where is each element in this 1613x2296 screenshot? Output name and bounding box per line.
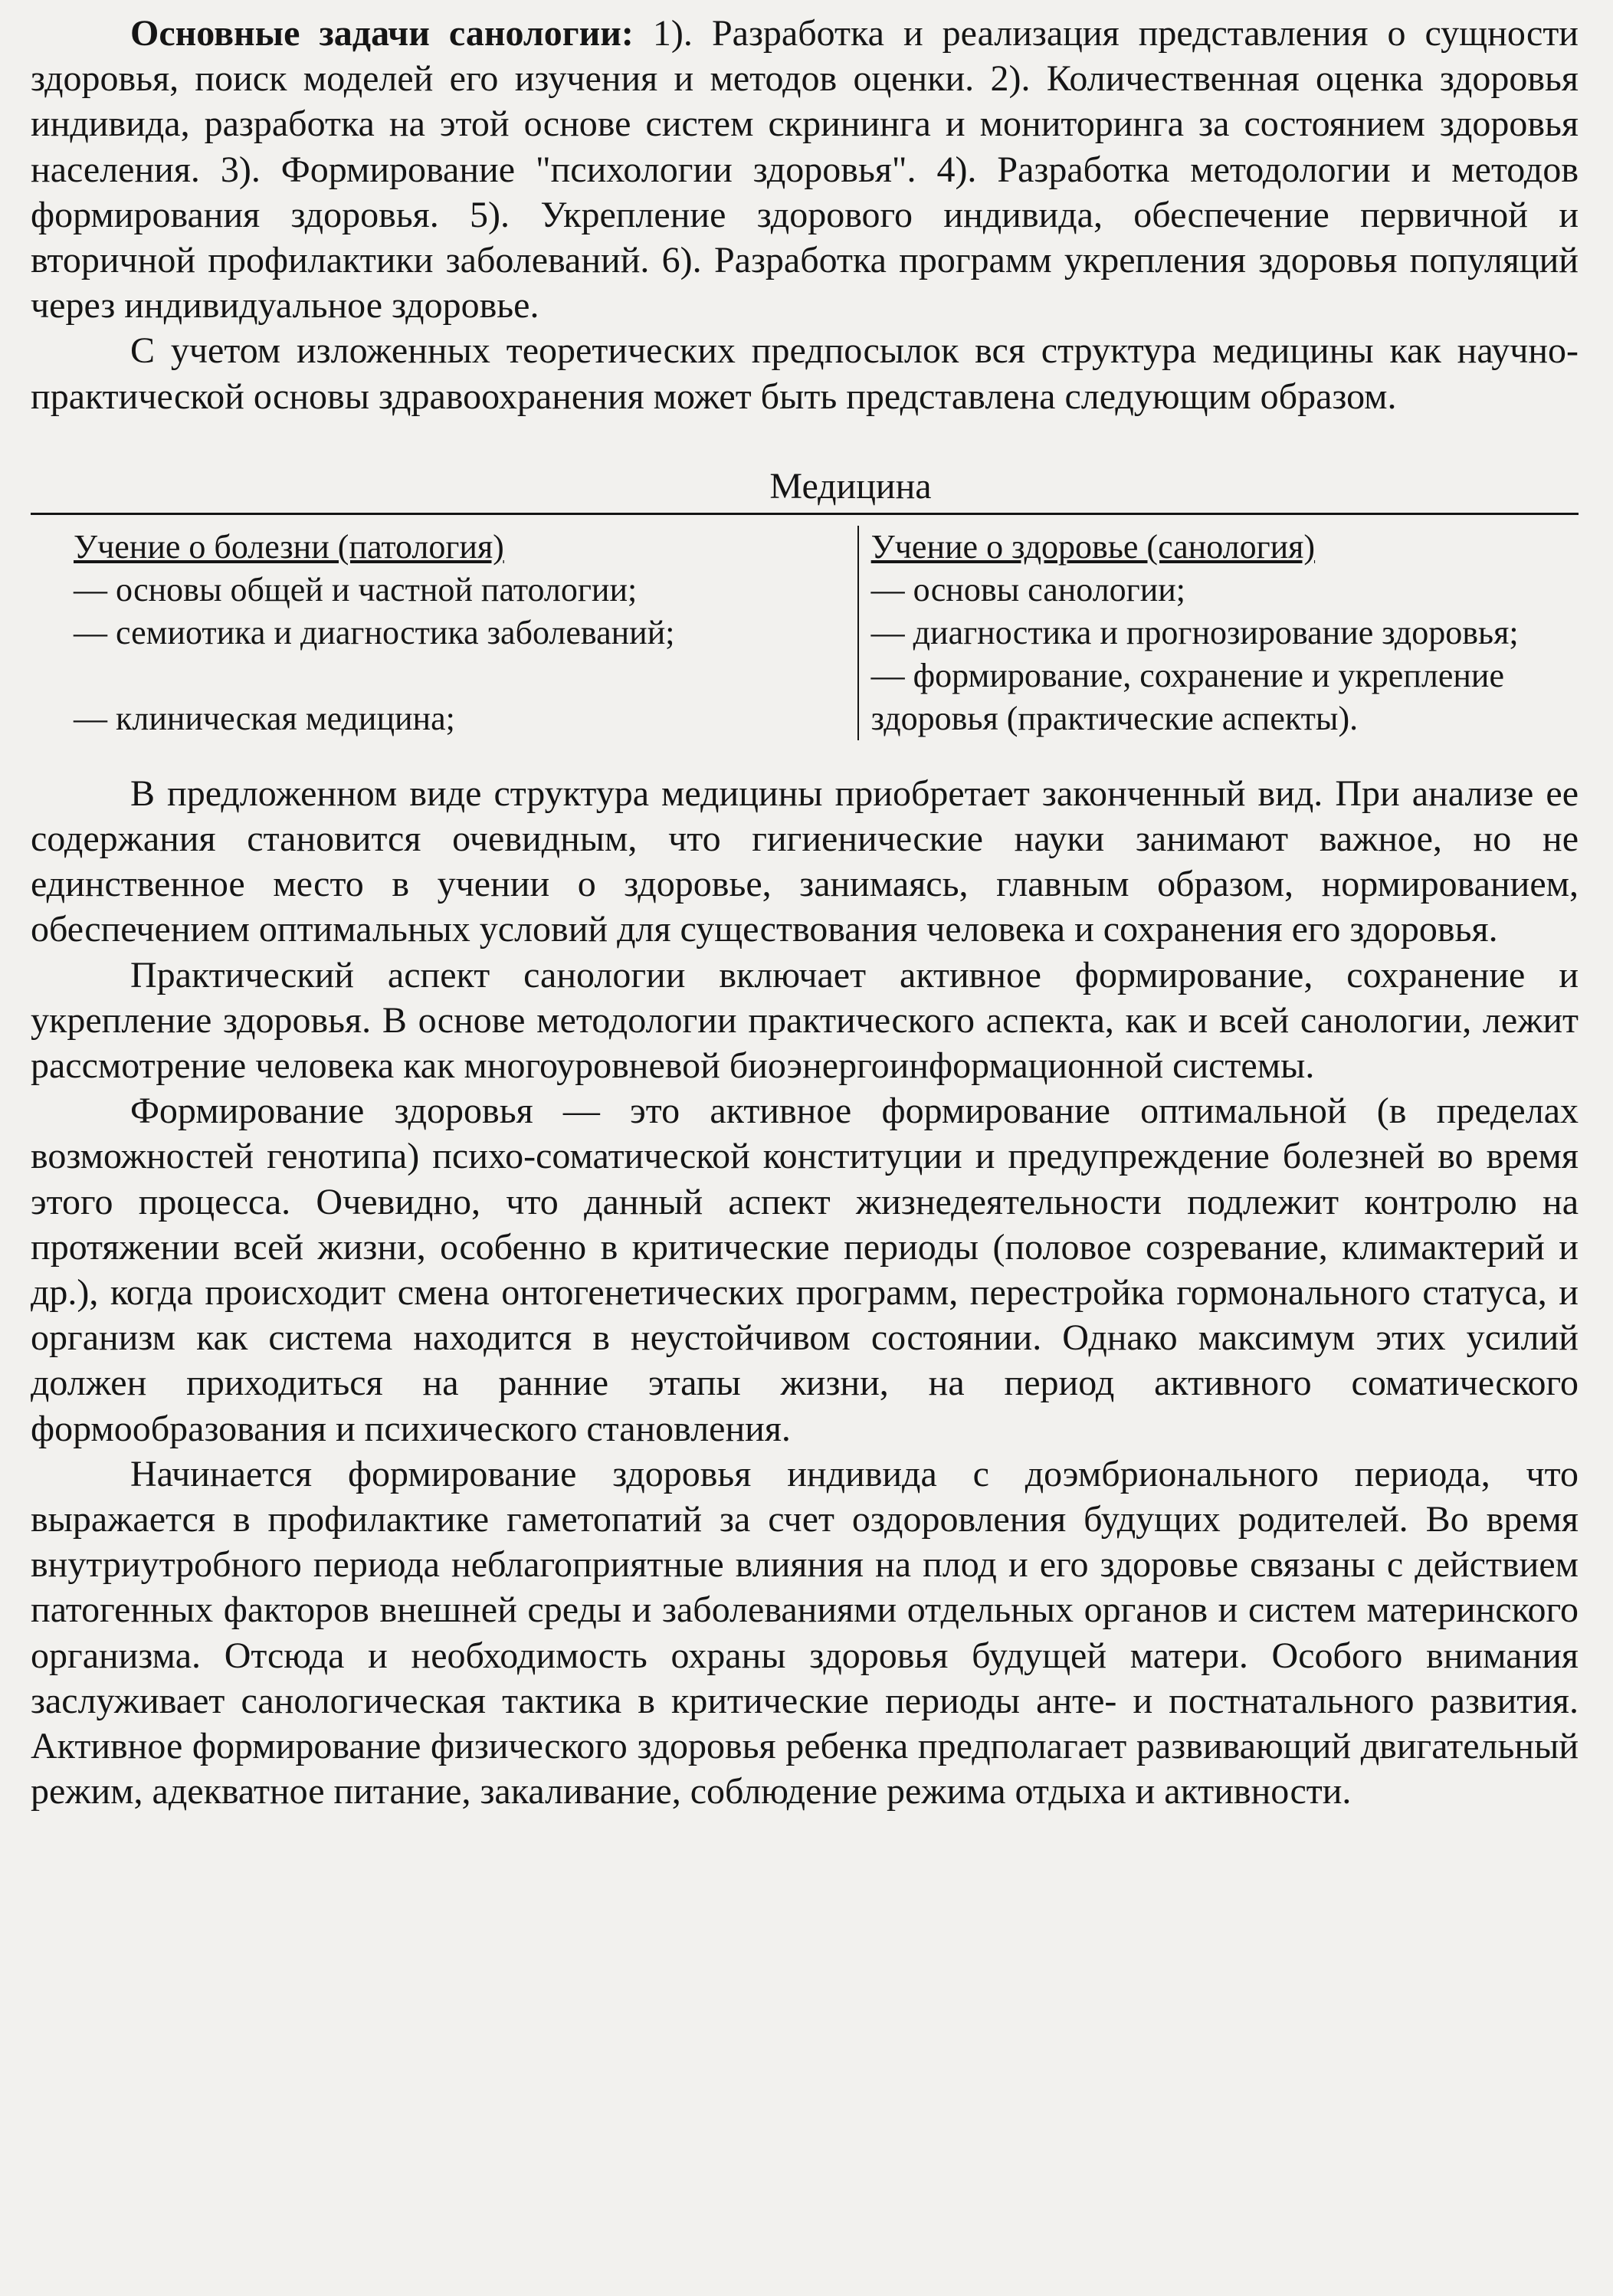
- medicine-table: [31, 526, 1579, 740]
- body-paragraph: Практический аспект санологии включает активное формирование, сохранение и укрепление здоровья. В основе методологии практического аспекта, как и всей санологии, лежит рассмотрение человека как многоуровневой биоэнергоинформационной системы.: [31, 954, 1579, 1087]
- document-page: [31, 11, 1579, 1815]
- pathology-item: — клиническая медицина;: [74, 699, 455, 737]
- intro-paragraph: [31, 11, 1579, 328]
- sanology-heading: Учение о здоровье (санология): [870, 527, 1316, 566]
- intro-text: 1). Разработка и реализация представления о сущности здоровья, поиск моделей его изучения и методов оценки. 2). Количественная оценка здоровья индивида, разработка на этой основе систем скрининга и мониторинга за состоянием здоровья населения. 3). Формирование "психологии здоровья". 4). Разработка методологии и методов формирования здоровья. 5). Укрепление здорового индивида, обеспечение первичной и вторичной профилактики заболеваний. 6). Разработка программ укрепления здоровья популяций через индивидуальное здоровье.: [31, 13, 1579, 326]
- pathology-heading: Учение о болезни (патология): [74, 527, 504, 566]
- sanology-column: [857, 526, 1579, 740]
- column-spacer: [74, 654, 857, 697]
- sanology-item: — диагностика и прогнозирование здоровья;: [870, 613, 1519, 651]
- intro-lead: Основные задачи санологии:: [130, 13, 634, 54]
- body-paragraph: В предложенном виде структура медицины приобретает законченный вид. При анализе ее содержания становится очевидным, что гигиенические науки занимают важное, но не единственное место в учении о здоровье, занимаясь, главным образом, нормированием, обеспечением оптимальных условий для существования человека и сохранения его здоровья.: [31, 772, 1579, 950]
- sanology-item: — основы санологии;: [870, 570, 1186, 608]
- sanology-item: — формирование, сохранение и укрепление здоровья (практические аспекты).: [870, 656, 1504, 737]
- body-paragraph: Формирование здоровья — это активное формирование оптимальной (в пределах возможностей генотипа) психо-соматической конституции и предупреждение болезней во время этого процесса. Очевидно, что данный аспект жизнедеятельности подлежит контролю на протяжении всей жизни, особенно в критические периоды (половое созревание, климактерий и др.), когда происходит смена онтогенетических программ, перестройка гормонального статуса, и организм как система находится в неустойчивом состоянии. Однако максимум этих усилий должен приходиться на ранние этапы жизни, на период активного соматического формообразования и психического становления.: [31, 1091, 1579, 1449]
- table-top-rule: [31, 513, 1579, 515]
- body-paragraph: Начинается формирование здоровья индивида с доэмбрионального периода, что выражается в профилактике гаметопатий за счет оздоровления будущих родителей. Во время внутриутробного периода неблагоприятные влияния на плод и его здоровье связаны с действием патогенных факторов внешней среды и заболеваниями отдельных органов и систем материнского организма. Отсюда и необходимость охраны здоровья будущей матери. Особого внимания заслуживает санологическая тактика в критические периоды анте- и постнатального развития. Активное формирование физического здоровья ребенка предполагает развивающий двигательный режим, адекватное питание, закаливание, соблюдение режима отдыха и активности.: [31, 1453, 1579, 1812]
- structure-intro-paragraph: С учетом изложенных теоретических предпосылок вся структура медицины как научно-практической основы здравоохранения может быть представлена следующим образом.: [31, 330, 1579, 417]
- pathology-item: — основы общей и частной патологии;: [74, 570, 638, 608]
- pathology-item: — семиотика и диагностика заболеваний;: [74, 613, 675, 651]
- medicine-table-title: Медицина: [769, 465, 932, 507]
- pathology-column: [31, 526, 857, 740]
